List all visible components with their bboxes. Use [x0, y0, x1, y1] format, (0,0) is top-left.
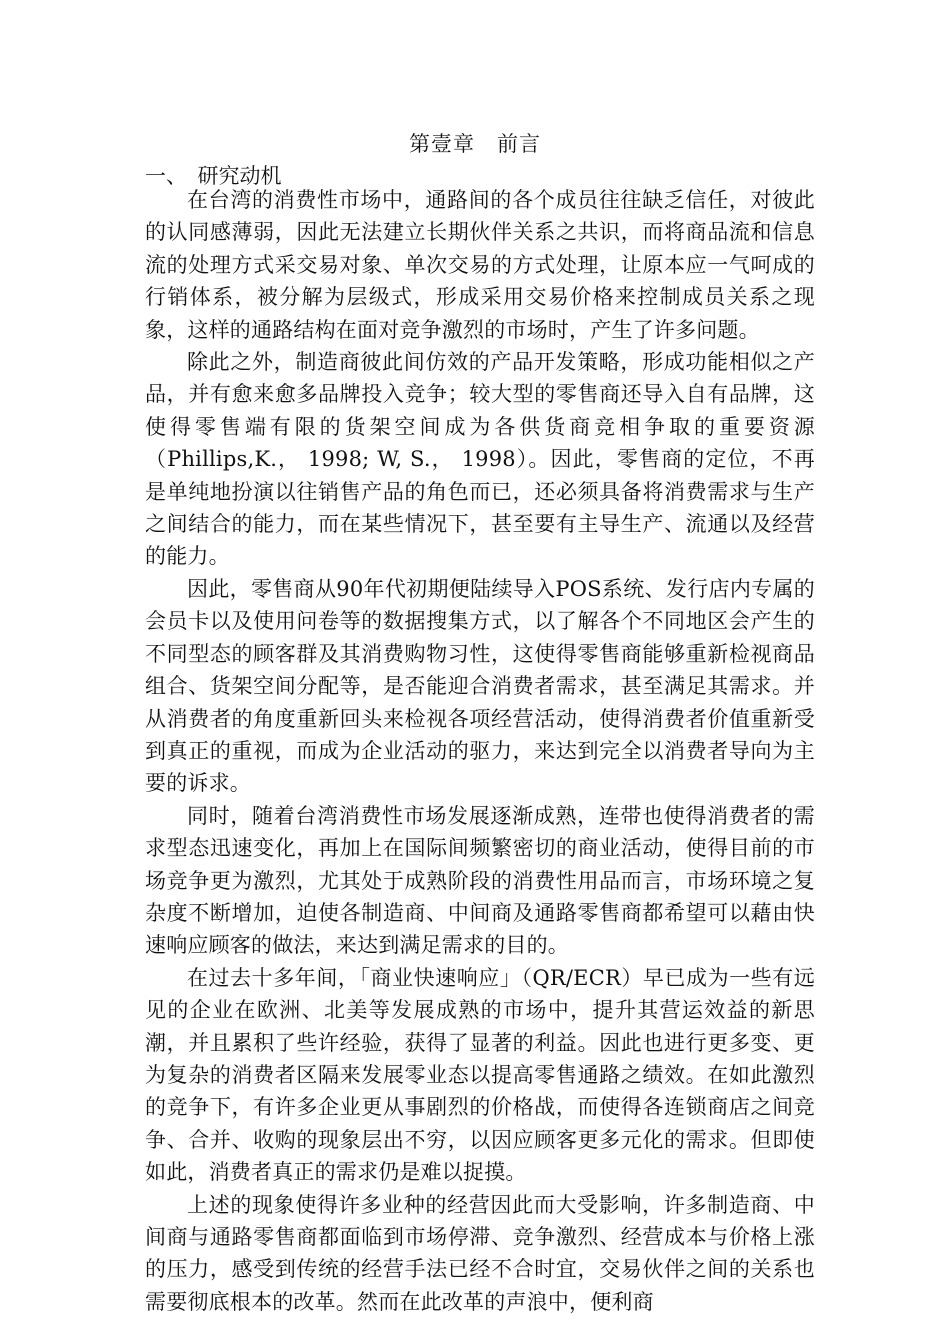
paragraph: 在台湾的消费性市场中，通路间的各个成员往往缺乏信任，对彼此的认同感薄弱，因此无法建立长期伙伴关系之共识，而将商品流和信息流的处理方式采交易对象、单次交易的方式处理，让原本应一气呵成的行销体系，被分解为层级式，形成采用交易价格来控制成员关系之现象，这样的通路结构在面对竞争激烈的市场时，产生了许多问题。 [145, 188, 815, 342]
paragraph: 因此，零售商从90年代初期便陆续导入POS系统、发行店内专属的会员卡以及使用问卷等的数据搜集方式，以了解各个不同地区会产生的不同型态的顾客群及其消费购物习性，这使得零售商能够重新检视商品组合、货架空间分配等，是否能迎合消费者需求，甚至满足其需求。并从消费者的角度重新回头来检视各项经营活动，使得消费者价值重新受到真正的重视，而成为企业活动的驱力，来达到完全以消费者导向为主要的诉求。 [145, 576, 815, 796]
section-heading: 一、 研究动机 [145, 164, 282, 188]
paragraph: 同时，随着台湾消费性市场发展逐渐成熟，连带也使得消费者的需求型态迅速变化，再加上在国际间频繁密切的商业活动，使得目前的市场竞争更为激烈，尤其处于成熟阶段的消费性用品而言，市场环境之复杂度不断增加，迫使各制造商、中间商及通路零售商都希望可以藉由快速响应顾客的做法，来达到满足需求的目的。 [145, 803, 815, 958]
body-text [145, 184, 815, 1318]
paragraph: 除此之外，制造商彼此间仿效的产品开发策略，形成功能相似之产品，并有愈来愈多品牌投入竞争；较大型的零售商还导入自有品牌，这使得零售端有限的货架空间成为各供货商竞相争取的重要资源（Phillips,K.， 1998; W, S.， 1998）。因此，零售商的定位，不再是单纯地扮演以往销售产品的角色而已，还必须具备将消费需求与生产之间结合的能力，而在某些情况下，甚至要有主导生产、流通以及经营的能力。 [145, 350, 815, 569]
paragraph: 在过去十多年间，「商业快速响应」（QR/ECR）早已成为一些有远见的企业在欧洲、北美等发展成熟的市场中，提升其营运效益的新思潮，并且累积了些许经验，获得了显著的利益。因此也进行更多变、更为复杂的消费者区隔来发展零业态以提高零售通路之绩效。在如此激烈的竞争下，有许多企业更从事剧烈的价格战，而使得各连锁商店之间竞争、合并、收购的现象层出不穷，以因应顾客更多元化的需求。但即使如此，消费者真正的需求仍是难以捉摸。 [145, 965, 815, 1185]
paragraph: 上述的现象使得许多业种的经营因此而大受影响，许多制造商、中间商与通路零售商都面临到市场停滞、竞争激烈、经营成本与价格上涨的压力，感受到传统的经营手法已经不合时宜，交易伙伴之间的关系也需要彻底根本的改革。然而在此改革的声浪中，便利商 [145, 1192, 815, 1314]
chapter-title: 第壹章 前言 [409, 132, 541, 156]
